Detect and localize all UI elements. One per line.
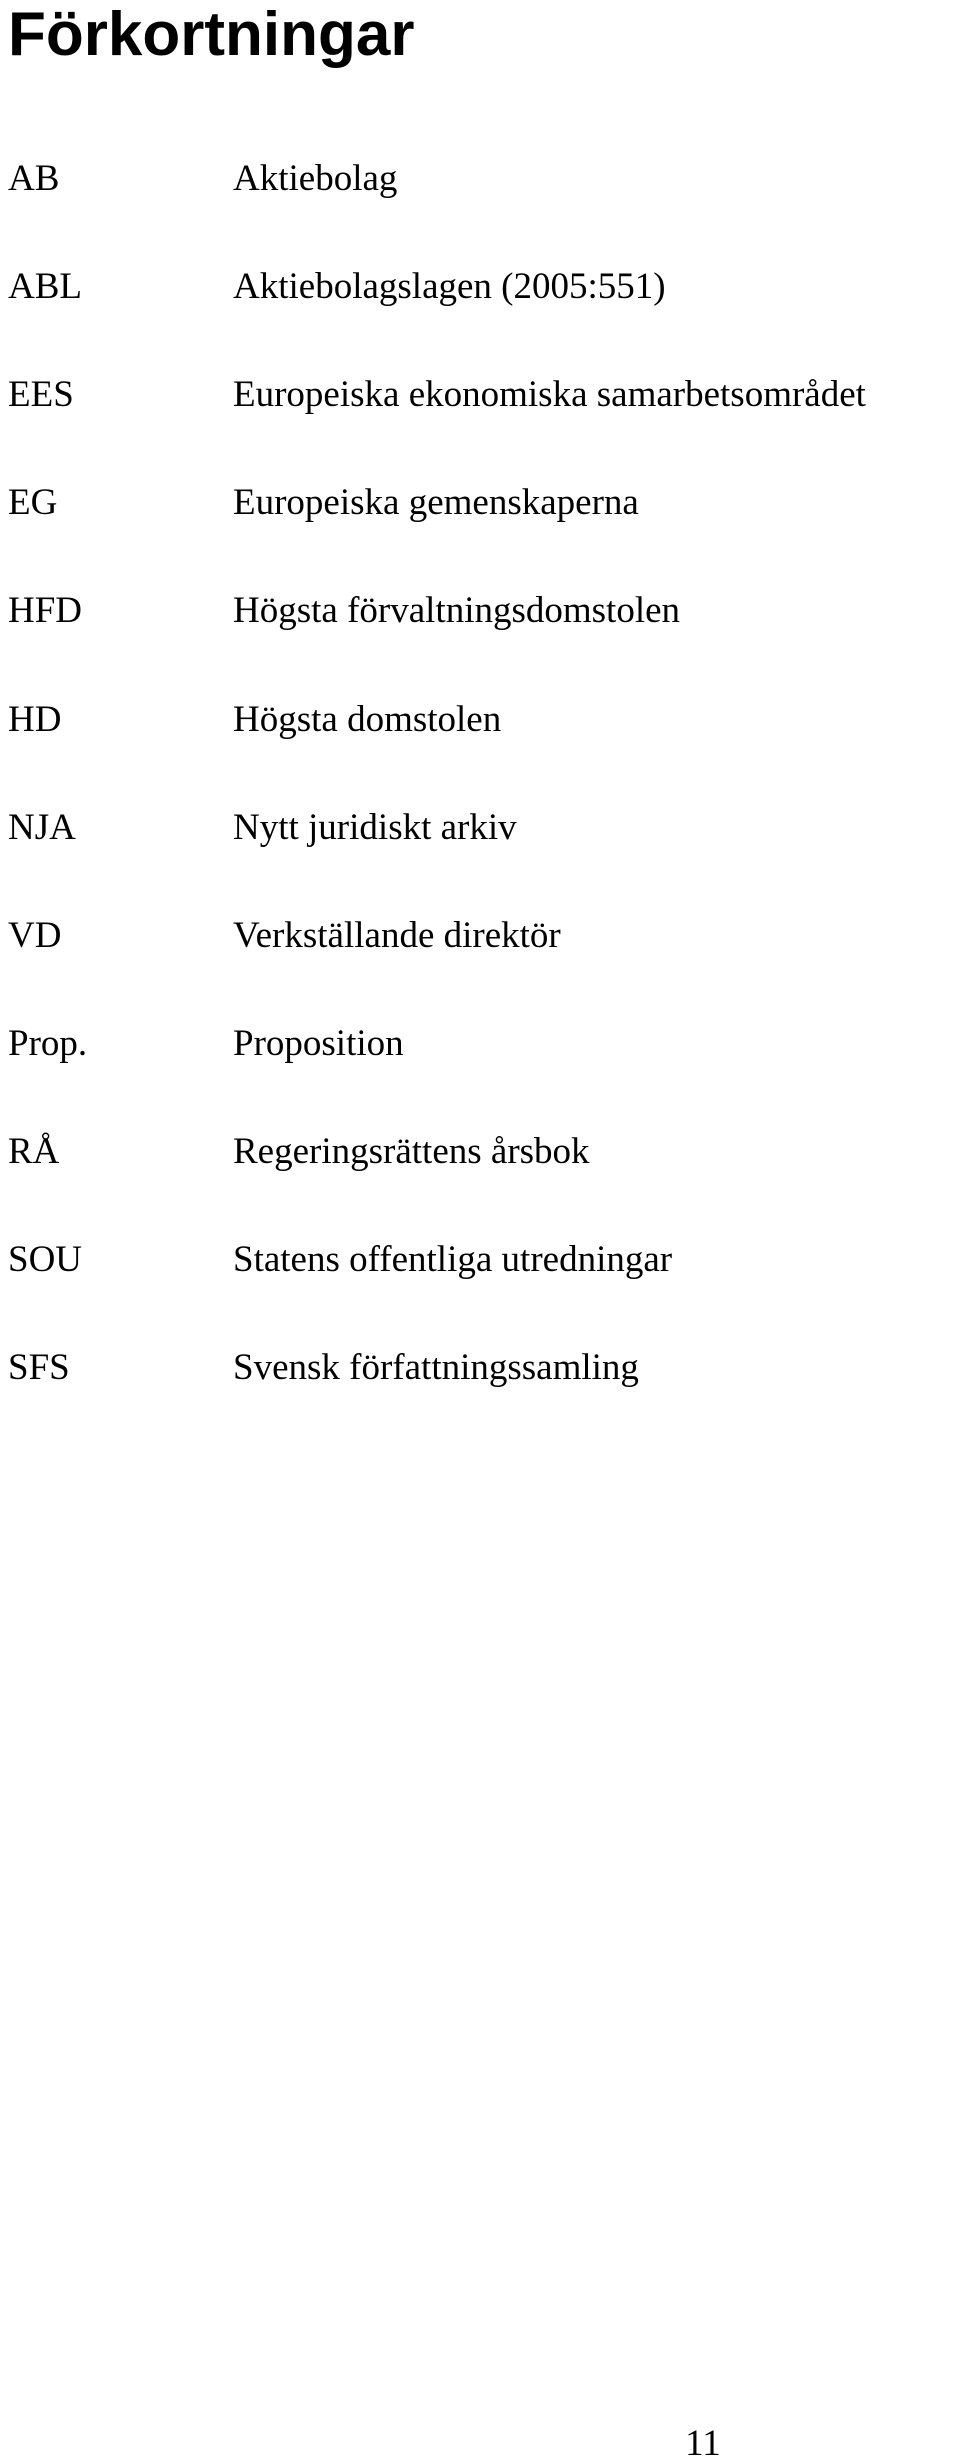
list-item [0, 586, 960, 636]
list-item [0, 1343, 960, 1393]
list-item [0, 695, 960, 745]
definition: Högsta domstolen [233, 699, 502, 740]
list-item [0, 911, 960, 961]
abbreviation: RÅ [8, 1131, 60, 1172]
list-item [0, 1019, 960, 1069]
list-item [0, 478, 960, 528]
list-item [0, 262, 960, 312]
definition: Europeiska ekonomiska samarbetsområdet [233, 374, 866, 415]
definition: Aktiebolagslagen (2005:551) [233, 266, 666, 307]
abbreviation: ABL [8, 266, 82, 307]
definition: Högsta förvaltningsdomstolen [233, 590, 681, 631]
definition: Nytt juridiskt arkiv [233, 807, 517, 848]
definition: Verkställande direktör [233, 915, 561, 956]
abbreviation: EG [8, 482, 58, 523]
abbreviation: VD [8, 915, 62, 956]
definition: Europeiska gemenskaperna [233, 482, 639, 523]
abbreviation: NJA [8, 807, 76, 848]
list-item [0, 370, 960, 420]
definition: Svensk författningssamling [233, 1347, 639, 1388]
abbreviation: SFS [8, 1347, 70, 1388]
abbreviation: HFD [8, 590, 83, 631]
definition: Regeringsrättens årsbok [233, 1131, 590, 1172]
abbreviation: HD [8, 699, 62, 740]
abbreviation: AB [8, 158, 60, 199]
definition: Aktiebolag [233, 158, 398, 199]
page-title: Förkortningar [8, 0, 415, 69]
definition: Proposition [233, 1023, 404, 1064]
list-item [0, 1235, 960, 1285]
page-number: 11 [685, 2423, 721, 2464]
list-item [0, 154, 960, 204]
abbreviation: EES [8, 374, 74, 415]
abbreviation: Prop. [8, 1023, 88, 1064]
list-item [0, 803, 960, 853]
abbreviation: SOU [8, 1239, 83, 1280]
definition: Statens offentliga utredningar [233, 1239, 673, 1280]
list-item [0, 1127, 960, 1177]
